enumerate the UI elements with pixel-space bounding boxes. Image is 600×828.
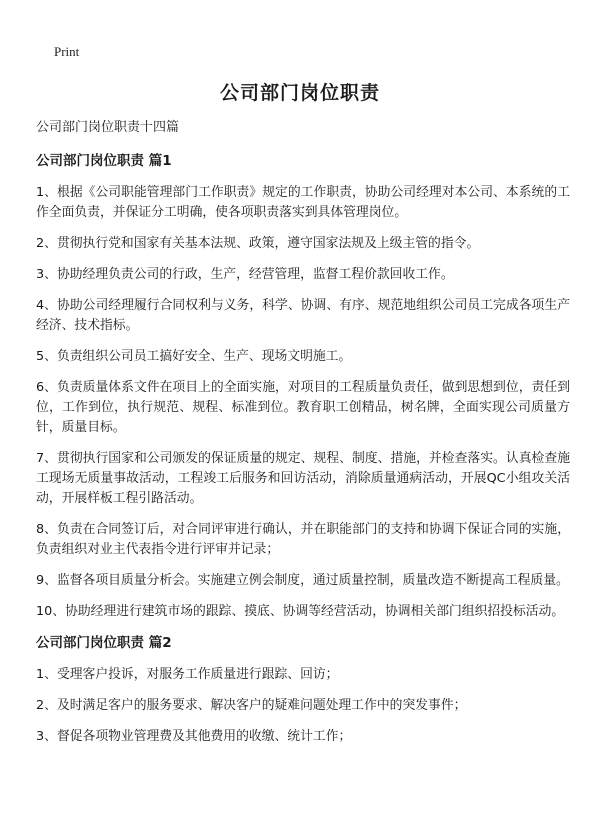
page-title: 公司部门岗位职责: [219, 82, 380, 104]
list-item: 7、贯彻执行国家和公司颁发的保证质量的规定、规程、制度、措施，并检查落实。认真检查施工现场无质量事故活动，工程竣工后服务和回访活动，消除质量通病活动，开展QC小组攻关活动，开展样板工程引路活动。: [36, 451, 570, 506]
document-subtitle: 公司部门岗位职责十四篇: [36, 120, 180, 135]
document-body: [36, 118, 570, 758]
list-item: 9、监督各项目质量分析会。实施建立例会制度，通过质量控制，质量改造不断提高工程质量。: [36, 573, 569, 588]
list-item: 3、督促各项物业管理费及其他费用的收缴、统计工作；: [36, 729, 352, 744]
list-item: 2、贯彻执行党和国家有关基本法规、政策，遵守国家法规及上级主管的指令。: [36, 236, 480, 251]
duty-list: [36, 183, 570, 622]
list-item: 2、及时满足客户的服务要求、解决客户的疑难问题处理工作中的突发事件；: [36, 698, 467, 713]
list-item: 1、受理客户投诉，对服务工作质量进行跟踪、回访；: [36, 667, 339, 682]
duty-list: [36, 665, 570, 747]
section-heading: 公司部门岗位职责 篇1: [36, 153, 172, 169]
section-2: [36, 633, 570, 747]
section-heading: 公司部门岗位职责 篇2: [36, 635, 172, 651]
list-item: 6、负责质量体系文件在项目上的全面实施，对项目的工程质量负责任，做到思想到位，责任到位，工作到位，执行规范、规程、标准到位。教育职工创精品，树名牌，全面实现公司质量方针，质量目标。: [36, 380, 570, 435]
list-item: 10、协助经理进行建筑市场的跟踪、摸底、协调等经营活动，协调相关部门组织招投标活动。: [36, 604, 565, 619]
list-item: 5、负责组织公司员工搞好安全、生产、现场文明施工。: [36, 349, 352, 364]
print-label: Print: [54, 44, 80, 59]
section-1: [36, 151, 570, 622]
list-item: 8、负责在合同签订后，对合同评审进行确认，并在职能部门的支持和协调下保证合同的实施，负责组织对业主代表指令进行评审并记录；: [36, 522, 570, 557]
list-item: 1、根据《公司职能管理部门工作职责》规定的工作职责，协助公司经理对本公司、本系统的工作全面负责，并保证分工明确，使各项职责落实到具体管理岗位。: [36, 185, 570, 220]
list-item: 3、协助经理负责公司的行政，生产，经营管理，监督工程价款回收工作。: [36, 267, 454, 282]
list-item: 4、协助公司经理履行合同权利与义务，科学、协调、有序、规范地组织公司员工完成各项生产经济、技术指标。: [36, 298, 570, 333]
